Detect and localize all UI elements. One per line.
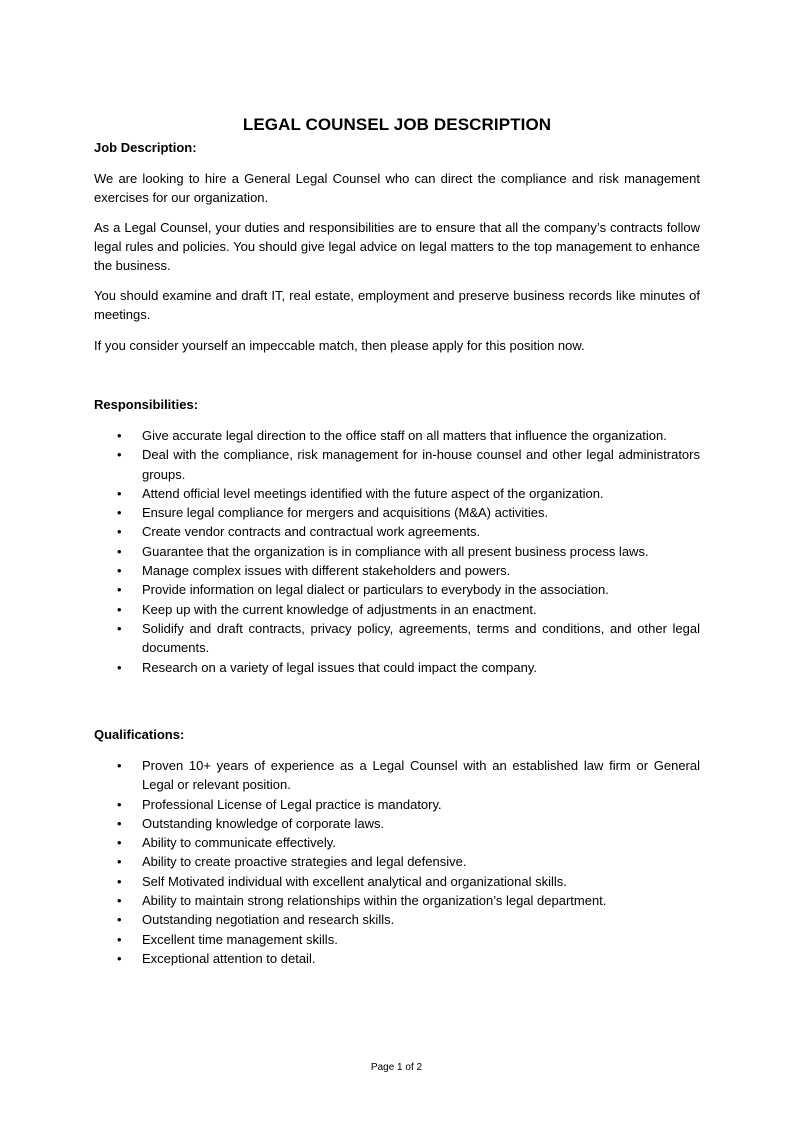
bullet-icon: • — [117, 815, 122, 831]
list-item: • Exceptional attention to detail. — [94, 949, 700, 968]
bullet-icon: • — [117, 854, 122, 870]
job-description-paragraph-4: If you consider yourself an impeccable match, then please apply for this position now. — [94, 338, 585, 353]
list-item: • Ability to create proactive strategies and legal defensive. — [94, 852, 700, 871]
bullet-icon: • — [117, 931, 122, 947]
list-item: • Outstanding negotiation and research skills. — [94, 910, 700, 929]
job-description-paragraph-2: As a Legal Counsel, your duties and responsibilities are to ensure that all the company’s contracts follow legal rules and policies. You should give legal advice on legal matters to the top management to enhance the business. — [94, 220, 700, 273]
job-description-paragraph-1: We are looking to hire a General Legal Counsel who can direct the compliance and risk management exercises for our organization. — [94, 171, 700, 205]
list-item: • Provide information on legal dialect or particulars to everybody in the association. — [94, 580, 700, 599]
bullet-icon: • — [117, 428, 122, 443]
bullet-icon: • — [117, 505, 122, 521]
bullet-icon: • — [117, 563, 122, 579]
list-item: • Deal with the compliance, risk management for in-house counsel and other legal administrators groups. — [117, 447, 700, 482]
responsibilities-list — [94, 426, 700, 677]
bullet-icon: • — [117, 950, 122, 966]
bullet-icon: • — [117, 601, 122, 617]
list-item: • Manage complex issues with different stakeholders and powers. — [94, 561, 700, 580]
bullet-icon: • — [117, 835, 122, 851]
bullet-icon: • — [117, 620, 122, 636]
bullet-icon: • — [117, 873, 122, 889]
page-title: LEGAL COUNSEL JOB DESCRIPTION — [242, 115, 552, 134]
bullet-icon: • — [117, 524, 122, 540]
list-item: • Ensure legal compliance for mergers and acquisitions (M&A) activities. — [94, 503, 700, 522]
bullet-icon: • — [117, 796, 122, 812]
list-item: • Proven 10+ years of experience as a Legal Counsel with an established law firm or General Legal or relevant position. — [117, 758, 700, 793]
qualifications-heading: Qualifications: — [94, 727, 185, 742]
list-item: • Professional License of Legal practice is mandatory. — [94, 795, 700, 814]
qualifications-list — [94, 756, 700, 968]
responsibilities-heading: Responsibilities: — [94, 397, 199, 412]
list-item: • Excellent time management skills. — [94, 930, 700, 949]
list-item: • Keep up with the current knowledge of adjustments in an enactment. — [94, 600, 700, 619]
job-description-paragraph-3: You should examine and draft IT, real estate, employment and preserve business records like minutes of meetings. — [94, 288, 700, 322]
list-item: • Ability to communicate effectively. — [94, 833, 700, 852]
list-item: • Ability to maintain strong relationships within the organization’s legal department. — [94, 891, 700, 910]
list-item: • Outstanding knowledge of corporate laws. — [94, 814, 700, 833]
bullet-icon: • — [117, 758, 122, 773]
bullet-icon: • — [117, 485, 122, 501]
bullet-icon: • — [117, 659, 122, 675]
bullet-icon: • — [117, 543, 122, 559]
list-item: • Create vendor contracts and contractual work agreements. — [94, 522, 700, 541]
bullet-icon: • — [117, 582, 122, 598]
list-item: • Self Motivated individual with excellent analytical and organizational skills. — [94, 872, 700, 891]
job-description-heading: Job Description: — [94, 140, 197, 155]
bullet-icon: • — [117, 447, 122, 463]
bullet-icon: • — [117, 912, 122, 928]
page-number-footer: Page 1 of 2 — [370, 1062, 423, 1073]
list-item: • Solidify and draft contracts, privacy policy, agreements, terms and conditions, and other legal documents. — [117, 620, 700, 656]
list-item: • Guarantee that the organization is in compliance with all present business process laws. — [94, 542, 700, 561]
list-item: • Give accurate legal direction to the office staff on all matters that influence the organization. — [94, 426, 700, 445]
bullet-icon: • — [117, 893, 122, 909]
list-item: • Attend official level meetings identified with the future aspect of the organization. — [94, 484, 700, 503]
list-item: • Research on a variety of legal issues that could impact the company. — [94, 658, 700, 677]
